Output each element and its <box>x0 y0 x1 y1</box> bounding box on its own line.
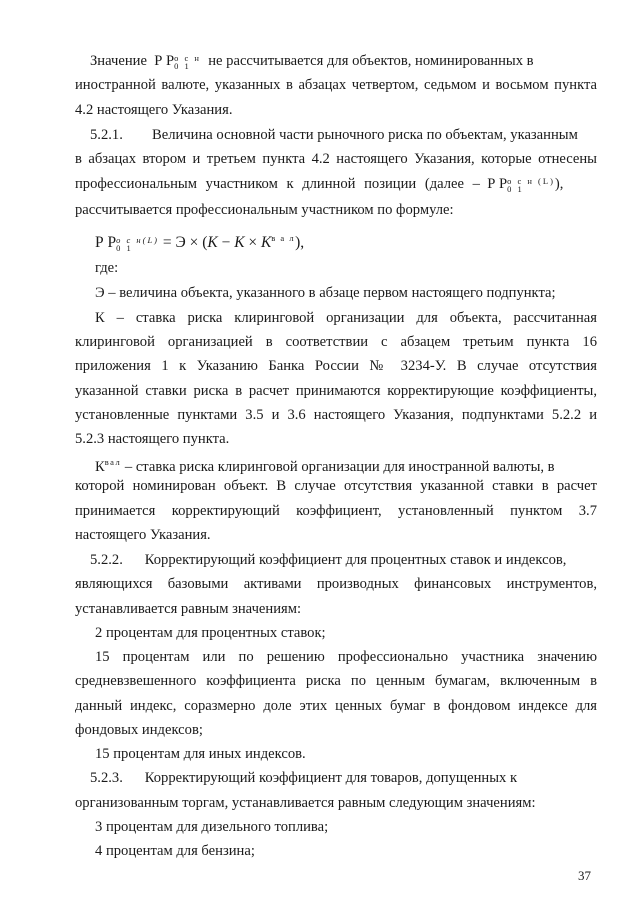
s523-item-1: 3 процентам для дизельного топлива; <box>95 819 329 835</box>
s522-line-2: являющихся базовыми активами производных финансовых инструментов, <box>75 576 597 592</box>
s522-item-1: 2 процентам для процентных ставок; <box>95 625 326 641</box>
s522-item-2-line-2: средневзвешенного коэффициента риска по ценным бумагам, включенным в <box>75 673 597 689</box>
s523-item-2: 4 процентам для бензина; <box>95 843 255 859</box>
s523-number: 5.2.3. <box>90 770 123 786</box>
s523-line-2: организованным торгам, устанавливается равным следующим значениям: <box>75 795 536 811</box>
k-def-line-5: установленные пунктами 3.5 и 3.6 настоящего Указания, подпунктами 5.2.2 и <box>75 407 597 423</box>
s522-line-1: 5.2.2. Корректирующий коэффициент для процентных ставок и индексов, <box>90 552 567 568</box>
k-def-line-4: указанной ставки риска в расчет принимаются корректирующие коэффициенты, <box>75 383 597 399</box>
kval-def-line-3: принимается корректирующий коэффициент, установленный пунктом 3.7 <box>75 503 597 519</box>
s523-line-1: 5.2.3. Корректирующий коэффициент для товаров, допущенных к <box>90 770 518 786</box>
p1-line-2: иностранной валюте, указанных в абзацах четвертом, седьмом и восьмом пункта <box>75 77 597 93</box>
s521-line-4: рассчитывается профессиональным участником по формуле: <box>75 202 454 218</box>
k-def-line-3: приложения 1 к Указанию Банка России № 3234-У. В случае отсутствия <box>75 358 597 374</box>
s521-line-3: профессиональным участником к длинной позиции (далее – Р Р о с н (L) 0 1 ), <box>75 176 564 194</box>
k-def-line-1: К – ставка риска клиринговой организации для объекта, рассчитанная <box>95 310 597 326</box>
p1-text-post: не рассчитывается для объектов, номинированных в <box>208 53 534 69</box>
p1-line-1 <box>90 52 597 70</box>
kval-def-line-2: которой номинирован объект. В случае отсутствия указанной ставки в расчет <box>75 478 597 494</box>
s522-item-3: 15 процентам для иных индексов. <box>95 746 306 762</box>
kval-def-line-1: $К^{вал}$ – ставка риска клиринговой организации для иностранной валюты, в <box>95 457 555 475</box>
formula: Р Р о с н(L) 0 1 = $Э \times (К - К \times К^{в а л})$, <box>95 233 305 254</box>
p1-line-3: 4.2 настоящего Указания. <box>75 102 233 118</box>
s522-item-2-line-3: данный индекс, соразмерно доле этих ценных бумаг в фондовом индексе для <box>75 698 597 714</box>
s522-item-2-line-1: 15 процентам или по решению профессионально участника значению <box>95 649 597 665</box>
s521-line-1: 5.2.1. Величина основной части рыночного риска по объектам, указанным <box>90 127 578 143</box>
s522-item-2-line-4: фондовых индексов; <box>75 722 203 738</box>
kval-def-line-4: настоящего Указания. <box>75 527 211 543</box>
s521-line-2: в абзацах втором и третьем пункта 4.2 настоящего Указания, которые отнесены <box>75 151 597 167</box>
s521-number: 5.2.1. <box>90 127 123 143</box>
k-def-line-6: 5.2.3 настоящего пункта. <box>75 431 230 447</box>
p1-text: Значение <box>90 53 147 69</box>
s522-line-3: устанавливается равным значениям: <box>75 601 302 617</box>
rr-symbol: Р Р о с н 0 1 <box>154 53 201 71</box>
where-label: где: <box>95 260 119 276</box>
e-definition: Э – величина объекта, указанного в абзаце первом настоящего подпункта; <box>95 285 556 301</box>
page-number: 37 <box>578 868 591 883</box>
s522-number: 5.2.2. <box>90 552 123 568</box>
rr-long-symbol: Р Р о с н (L) 0 1 <box>487 176 555 194</box>
k-def-line-2: клиринговой организацией в соответствии с абзацем третьим пункта 16 <box>75 334 597 350</box>
